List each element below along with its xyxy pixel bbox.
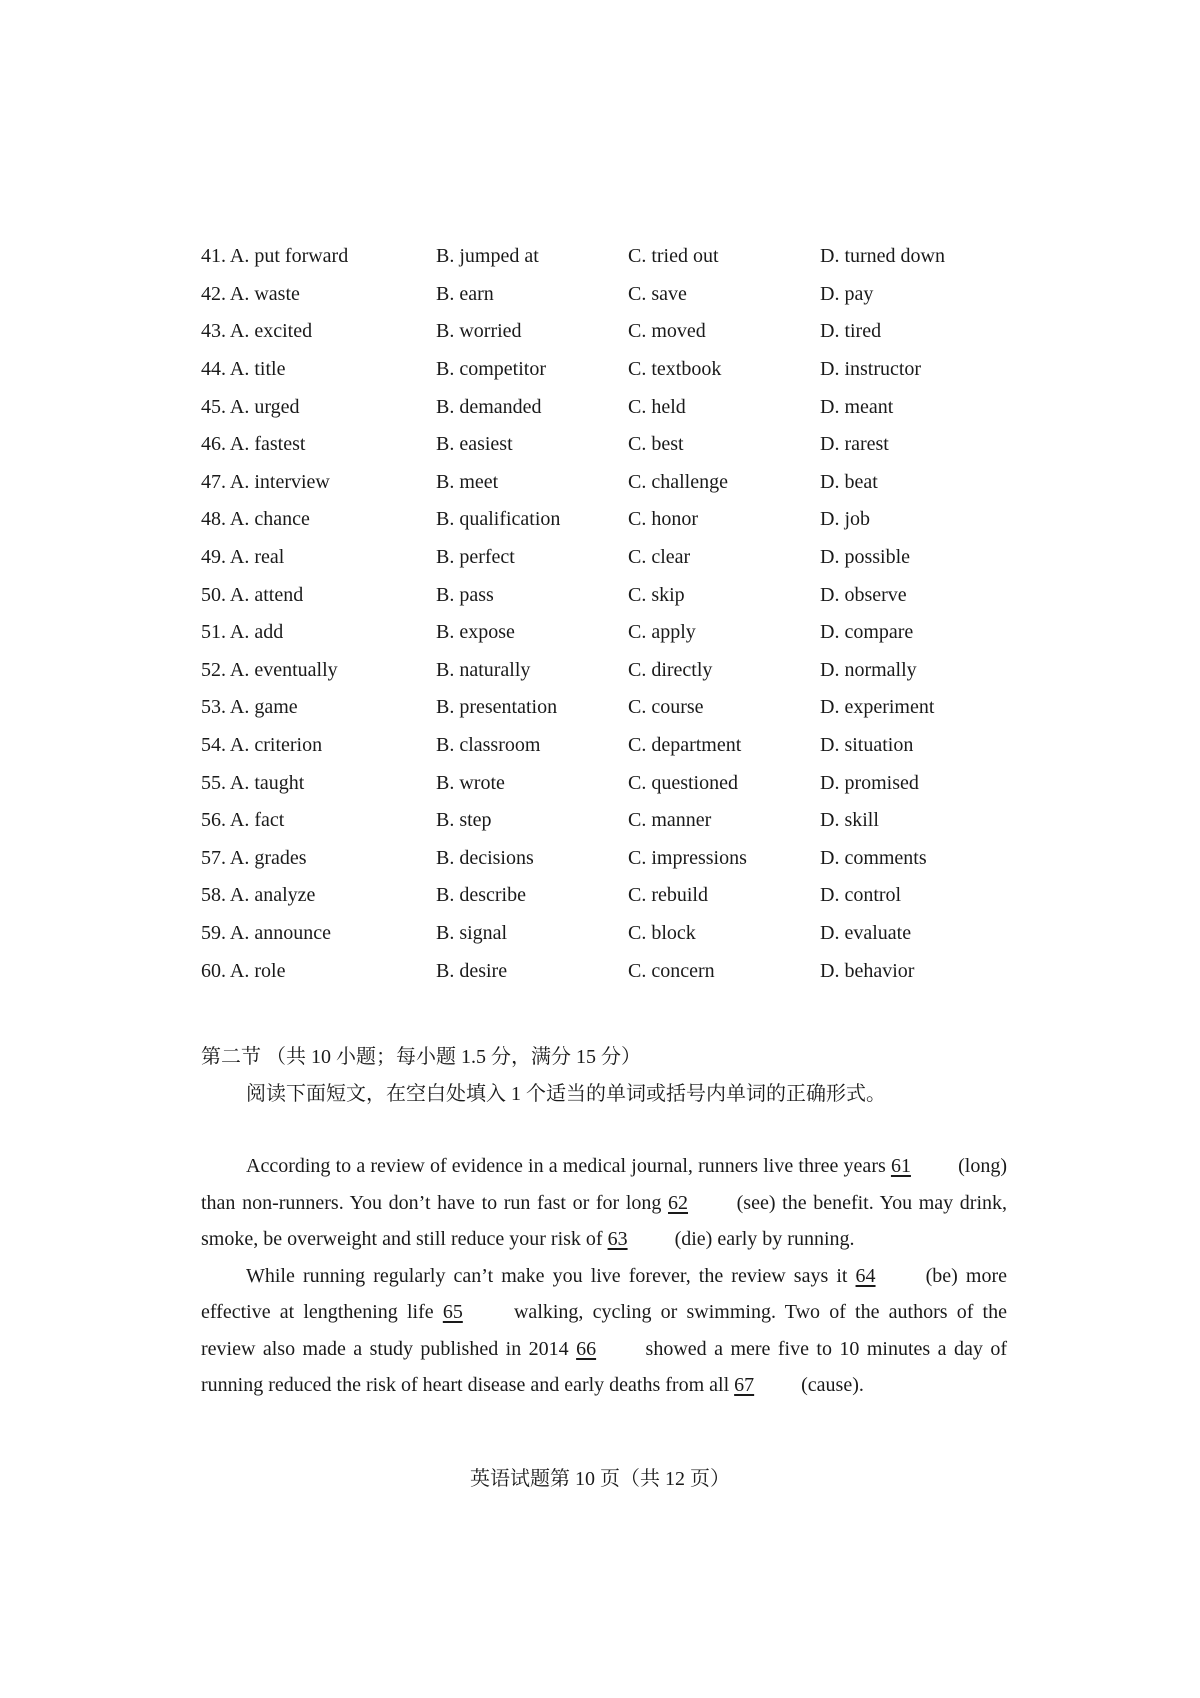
option-b: B. earn [436, 282, 494, 305]
passage-text: showed a mere five to 10 minutes a day of running reduced the risk of heart disease and early deaths from all [201, 1337, 1007, 1396]
option-c: C. honor [628, 508, 698, 531]
question-number: 46. [201, 433, 226, 456]
question-number: 53. [201, 696, 226, 719]
option-c: C. course [628, 696, 704, 719]
question-row [201, 426, 1021, 464]
option-a [201, 358, 436, 381]
option-a-text: A. fact [229, 809, 285, 832]
blank-64: 64 [855, 1264, 876, 1287]
option-a [201, 396, 436, 419]
option-c: C. rebuild [628, 884, 708, 907]
option-a-text: A. add [229, 621, 284, 644]
option-c: C. department [628, 734, 742, 757]
question-number: 41. [201, 245, 226, 268]
blank-62: 62 [668, 1191, 689, 1214]
option-c: C. tried out [628, 245, 719, 268]
option-d: D. situation [820, 734, 914, 757]
question-number: 55. [201, 771, 226, 794]
passage-text: According to a review of evidence in a medical journal, runners live three years [246, 1155, 891, 1177]
option-d: D. comments [820, 846, 927, 869]
option-a [201, 433, 436, 456]
option-a-text: A. chance [229, 508, 310, 531]
question-row [201, 689, 1021, 727]
option-d: D. behavior [820, 959, 915, 982]
option-b: B. perfect [436, 546, 515, 569]
option-a [201, 772, 436, 795]
question-row [201, 840, 1021, 878]
passage-text: While running regularly can’t make you live forever, the review says it [246, 1264, 856, 1287]
option-a [201, 922, 436, 945]
option-a-text: A. urged [229, 395, 300, 418]
option-a [201, 471, 436, 494]
option-a-text: A. excited [229, 320, 313, 343]
option-c: C. questioned [628, 771, 738, 794]
option-a-text: A. role [229, 959, 286, 982]
option-d: D. meant [820, 395, 894, 418]
option-a-text: A. fastest [229, 433, 306, 456]
option-a [201, 696, 436, 719]
option-b: B. competitor [436, 358, 546, 381]
option-b: B. step [436, 809, 492, 832]
question-row [201, 614, 1021, 652]
option-a [201, 659, 436, 682]
question-number: 56. [201, 809, 226, 832]
blank-67: 67 [734, 1374, 755, 1396]
option-d: D. job [820, 508, 870, 531]
option-b: B. describe [436, 884, 526, 907]
option-b: B. jumped at [436, 245, 539, 268]
option-b: B. signal [436, 921, 508, 944]
option-table [201, 238, 1021, 990]
question-row [201, 952, 1021, 990]
option-b: B. qualification [436, 508, 561, 531]
option-a-text: A. criterion [229, 734, 323, 757]
option-d: D. instructor [820, 358, 922, 381]
option-a-text: A. game [229, 696, 298, 719]
question-row [201, 313, 1021, 351]
option-c: C. best [628, 433, 684, 456]
option-d: D. normally [820, 658, 917, 681]
option-a [201, 584, 436, 607]
option-a-text: A. interview [229, 470, 330, 493]
option-d: D. possible [820, 546, 910, 569]
passage-paragraph-1 [201, 1148, 1007, 1258]
question-row [201, 501, 1021, 539]
question-row [201, 539, 1021, 577]
option-a [201, 283, 436, 306]
option-b: B. naturally [436, 658, 531, 681]
option-a-text: A. eventually [229, 658, 338, 681]
blank-61: 61 [890, 1155, 911, 1177]
page-footer: 英语试题第 10 页（共 12 页） [470, 1468, 730, 1490]
option-a [201, 960, 436, 983]
option-b: B. worried [436, 320, 522, 343]
option-c: C. concern [628, 959, 715, 982]
option-c: C. manner [628, 809, 712, 832]
cloze-passage [201, 1148, 1007, 1404]
option-c: C. save [628, 282, 687, 305]
blank-65: 65 [442, 1301, 463, 1323]
option-c: C. impressions [628, 846, 747, 869]
question-row [201, 764, 1021, 802]
section-instruction: 阅读下面短文，在空白处填入 1 个适当的单词或括号内单词的正确形式。 [246, 1083, 886, 1105]
option-d: D. skill [820, 809, 879, 832]
section-heading: 第二节 （共 10 小题；每小题 1.5 分，满分 15 分） [201, 1046, 641, 1068]
question-number: 42. [201, 282, 226, 305]
question-row [201, 351, 1021, 389]
option-a [201, 809, 436, 832]
option-b: B. desire [436, 959, 508, 982]
question-row [201, 727, 1021, 765]
passage-paragraph-2 [201, 1258, 1007, 1404]
question-row [201, 915, 1021, 953]
question-row [201, 464, 1021, 502]
option-b: B. decisions [436, 846, 534, 869]
option-a [201, 734, 436, 757]
option-c: C. challenge [628, 470, 728, 493]
option-b: B. meet [436, 470, 499, 493]
question-row [201, 276, 1021, 314]
passage-text: walking, cycling or swimming. Two of the authors of the review also made a study published in 2014 [201, 1301, 1007, 1360]
option-a [201, 508, 436, 531]
option-c: C. directly [628, 658, 713, 681]
question-number: 49. [201, 546, 226, 569]
question-row [201, 238, 1021, 276]
question-number: 52. [201, 658, 226, 681]
option-a-text: A. title [229, 358, 286, 381]
option-a-text: A. attend [229, 583, 304, 606]
question-row [201, 652, 1021, 690]
option-a [201, 621, 436, 644]
option-a [201, 546, 436, 569]
option-c: C. apply [628, 621, 696, 644]
option-a [201, 245, 436, 268]
passage-text: (see) the benefit. You may drink, smoke, be overweight and still reduce your risk of [201, 1191, 1007, 1250]
option-a [201, 847, 436, 870]
option-c: C. block [628, 921, 696, 944]
question-number: 51. [201, 621, 226, 644]
option-b: B. pass [436, 583, 494, 606]
question-row [201, 877, 1021, 915]
option-d: D. rarest [820, 433, 889, 456]
option-a-text: A. real [229, 546, 285, 569]
question-number: 50. [201, 583, 226, 606]
option-d: D. experiment [820, 696, 935, 719]
option-d: D. promised [820, 771, 919, 794]
option-d: D. control [820, 884, 902, 907]
option-d: D. beat [820, 470, 878, 493]
question-row [201, 576, 1021, 614]
passage-text: (die) early by running. [669, 1228, 855, 1250]
question-number: 43. [201, 320, 226, 343]
question-row [201, 388, 1021, 426]
question-row [201, 802, 1021, 840]
option-c: C. skip [628, 583, 685, 606]
question-number: 60. [201, 959, 226, 982]
option-a-text: A. grades [229, 846, 307, 869]
option-b: B. classroom [436, 734, 541, 757]
option-b: B. easiest [436, 433, 513, 456]
option-c: C. held [628, 395, 686, 418]
option-b: B. presentation [436, 696, 558, 719]
option-a-text: A. waste [229, 282, 300, 305]
option-d: D. evaluate [820, 921, 912, 944]
option-b: B. wrote [436, 771, 505, 794]
passage-text: (be) more effective at lengthening life [201, 1264, 1007, 1323]
option-a-text: A. put forward [229, 245, 349, 268]
option-c: C. clear [628, 546, 691, 569]
option-d: D. tired [820, 320, 882, 343]
option-d: D. compare [820, 621, 914, 644]
option-a [201, 320, 436, 343]
question-number: 59. [201, 921, 226, 944]
question-number: 57. [201, 846, 226, 869]
passage-text: (long) than non-runners. You don’t have to run fast or for long [201, 1155, 1007, 1214]
question-number: 47. [201, 470, 226, 493]
option-d: D. observe [820, 583, 907, 606]
blank-66: 66 [576, 1337, 597, 1360]
option-d: D. turned down [820, 245, 945, 268]
option-c: C. moved [628, 320, 706, 343]
question-number: 54. [201, 734, 226, 757]
question-number: 45. [201, 395, 226, 418]
option-a [201, 884, 436, 907]
option-a-text: A. analyze [229, 884, 316, 907]
option-a-text: A. taught [229, 771, 305, 794]
option-a-text: A. announce [229, 921, 331, 944]
option-b: B. demanded [436, 395, 542, 418]
question-number: 58. [201, 884, 226, 907]
question-number: 48. [201, 508, 226, 531]
option-d: D. pay [820, 282, 874, 305]
option-b: B. expose [436, 621, 515, 644]
option-c: C. textbook [628, 358, 722, 381]
question-number: 44. [201, 358, 226, 381]
passage-text: (cause). [796, 1374, 864, 1396]
blank-63: 63 [607, 1228, 628, 1250]
